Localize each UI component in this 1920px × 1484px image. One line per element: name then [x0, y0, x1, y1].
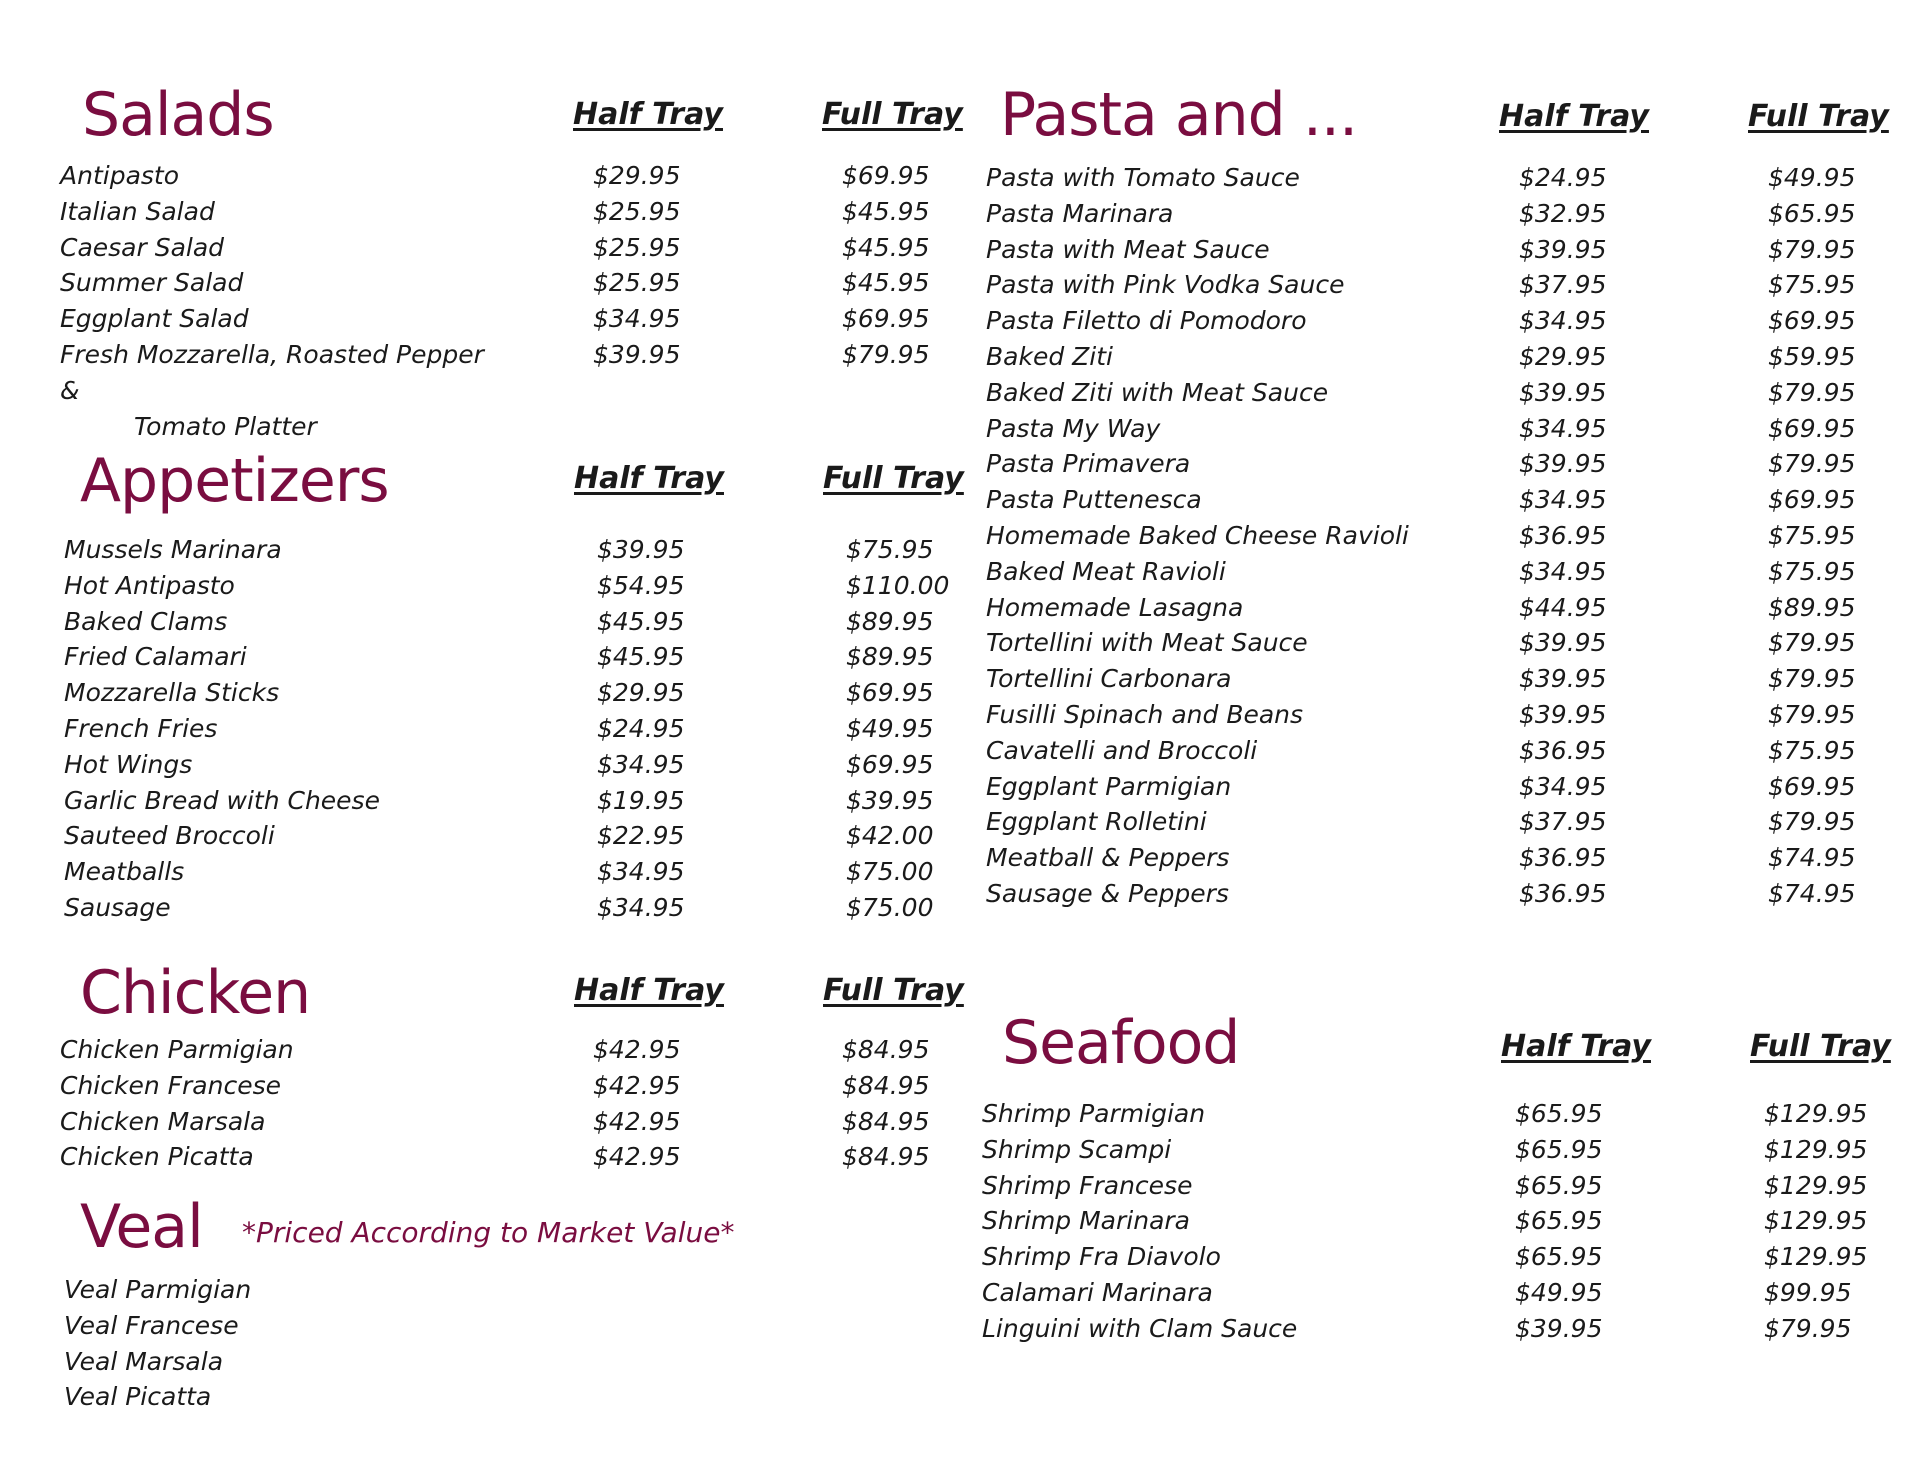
- menu-item-row: [64, 675, 964, 711]
- full-tray-price: $129.95: [1764, 1170, 1868, 1200]
- item-name-text: Pasta My Way: [986, 413, 1161, 443]
- half-tray-price: $34.95: [1519, 771, 1607, 801]
- half-tray-price: $39.95: [1519, 449, 1607, 479]
- item-name: [986, 661, 1416, 697]
- item-name-text: Mussels Marinara: [64, 535, 282, 564]
- pasta-list: [986, 160, 1886, 912]
- half-tray-header: Half Tray: [573, 97, 723, 132]
- half-tray-price: $39.95: [597, 535, 685, 564]
- full-tray-price: $129.95: [1764, 1099, 1868, 1128]
- item-name-text: Chicken Marsala: [60, 1106, 266, 1136]
- item-name: [986, 697, 1416, 733]
- half-tray-price: $65.95: [1515, 1170, 1603, 1200]
- full-tray-header: Full Tray: [1748, 99, 1889, 134]
- item-name: [60, 1032, 490, 1068]
- half-tray-price: $29.95: [593, 161, 681, 190]
- half-tray-price: $34.95: [1519, 556, 1607, 586]
- veal-section: [60, 1194, 960, 1444]
- item-name-text: Eggplant Parmigian: [986, 771, 1232, 801]
- item-name: [60, 265, 490, 301]
- menu-item-row: [986, 375, 1886, 411]
- item-name: [60, 1104, 490, 1140]
- half-tray-price: $34.95: [1519, 413, 1607, 443]
- item-name-text: Shrimp Scampi: [982, 1134, 1172, 1164]
- menu-item-row: [982, 1203, 1882, 1239]
- menu-item-row: [982, 1275, 1882, 1311]
- item-name: [986, 804, 1416, 840]
- full-tray-header: Full Tray: [823, 461, 964, 496]
- item-name: [64, 890, 494, 926]
- full-tray-price: $69.95: [1768, 485, 1856, 515]
- full-tray-price: $129.95: [1764, 1206, 1868, 1236]
- half-tray-price: $36.95: [1519, 843, 1607, 873]
- veal-title: Veal: [80, 1192, 203, 1262]
- full-tray-price: $49.95: [1768, 163, 1856, 192]
- item-name-text: Shrimp Francese: [982, 1170, 1193, 1200]
- item-name: [64, 675, 494, 711]
- full-tray-price: $79.95: [1768, 449, 1856, 479]
- full-tray-price: $59.95: [1768, 341, 1856, 371]
- menu-item-row: [60, 158, 960, 194]
- menu-item-row: [60, 1104, 960, 1140]
- half-tray-price: $32.95: [1519, 198, 1607, 228]
- full-tray-price: $84.95: [842, 1070, 930, 1100]
- item-name: [64, 747, 494, 783]
- item-name: [60, 301, 490, 337]
- full-tray-price: $79.95: [1768, 234, 1856, 264]
- seafood-section: [982, 1008, 1891, 1350]
- item-name: [986, 232, 1416, 268]
- item-name-text: French Fries: [64, 713, 218, 743]
- full-tray-price: $69.95: [842, 161, 930, 190]
- half-tray-price: $36.95: [1519, 520, 1607, 550]
- veal-price-note: *Priced According to Market Value*: [242, 1216, 735, 1249]
- item-name-text: Baked Ziti: [986, 341, 1113, 371]
- full-tray-price: $110.00: [846, 570, 950, 600]
- menu-item-row: [986, 876, 1886, 912]
- item-name-text: Chicken Picatta: [60, 1142, 254, 1172]
- full-tray-price: $75.00: [846, 857, 934, 887]
- item-name-text: Homemade Baked Cheese Ravioli: [986, 520, 1409, 550]
- item-name-text: Calamari Marinara: [982, 1277, 1213, 1307]
- item-name-text: Meatball & Peppers: [986, 843, 1230, 873]
- seafood-list: [982, 1096, 1882, 1347]
- full-tray-price: $79.95: [842, 339, 930, 369]
- half-tray-price: $39.95: [593, 339, 681, 369]
- half-tray-price: $39.95: [1519, 234, 1607, 264]
- item-name-text: Hot Antipasto: [64, 570, 235, 600]
- item-name: [986, 733, 1416, 769]
- item-name: [64, 604, 494, 640]
- half-tray-price: $39.95: [1515, 1313, 1603, 1343]
- item-name: [986, 160, 1416, 196]
- menu-item-row: [64, 1379, 964, 1415]
- menu-item-row: [60, 1068, 960, 1104]
- item-name-text: Homemade Lasagna: [986, 592, 1244, 622]
- full-tray-price: $45.95: [842, 232, 930, 262]
- half-tray-price: $19.95: [597, 785, 685, 815]
- item-name: [982, 1096, 1412, 1132]
- full-tray-header: Full Tray: [1750, 1029, 1891, 1064]
- menu-item-row: [986, 804, 1886, 840]
- full-tray-price: $79.95: [1764, 1313, 1852, 1343]
- item-name: [986, 769, 1416, 805]
- menu-item-row: [986, 733, 1886, 769]
- item-name-text: Baked Clams: [64, 606, 228, 636]
- item-name: [64, 639, 494, 675]
- menu-item-row: [986, 303, 1886, 339]
- menu-item-row: [64, 1272, 964, 1308]
- full-tray-price: $49.95: [846, 713, 934, 743]
- item-name-text: Eggplant Salad: [60, 304, 249, 334]
- pasta-title: Pasta and ...: [1000, 80, 1358, 150]
- item-name: [64, 711, 494, 747]
- item-name-text: Pasta Primavera: [986, 449, 1191, 479]
- menu-item-row: [986, 267, 1886, 303]
- item-name-text: Linguini with Clam Sauce: [982, 1313, 1298, 1343]
- menu-item-row: [986, 554, 1886, 590]
- full-tray-price: $79.95: [1768, 628, 1856, 658]
- full-tray-header: Full Tray: [823, 973, 964, 1008]
- item-name-text: Summer Salad: [60, 268, 244, 298]
- item-name-text: Italian Salad: [60, 196, 215, 226]
- menu-item-row: [60, 337, 960, 441]
- item-name: [982, 1275, 1412, 1311]
- half-tray-price: $65.95: [1515, 1242, 1603, 1272]
- full-tray-price: $69.95: [1768, 306, 1856, 336]
- menu-item-row: [64, 604, 964, 640]
- full-tray-price: $89.95: [846, 606, 934, 636]
- item-name-text: Fusilli Spinach and Beans: [986, 699, 1304, 729]
- menu-item-row: [986, 196, 1886, 232]
- half-tray-price: $22.95: [597, 821, 685, 851]
- menu-item-row: [64, 568, 964, 604]
- chicken-section: [60, 958, 964, 1190]
- item-name: [986, 446, 1416, 482]
- item-name: [986, 411, 1416, 447]
- half-tray-price: $42.95: [593, 1142, 681, 1172]
- menu-item-row: [986, 446, 1886, 482]
- menu-item-row: [986, 411, 1886, 447]
- half-tray-header: Half Tray: [1499, 99, 1649, 134]
- half-tray-price: $42.95: [593, 1070, 681, 1100]
- item-name-text: Mozzarella Sticks: [64, 678, 280, 708]
- full-tray-price: $69.95: [842, 304, 930, 334]
- full-tray-price: $75.95: [1768, 520, 1856, 550]
- half-tray-price: $24.95: [1519, 163, 1607, 192]
- item-name: [64, 1308, 494, 1344]
- full-tray-price: $75.95: [1768, 556, 1856, 586]
- half-tray-price: $39.95: [1519, 377, 1607, 407]
- item-name: [982, 1132, 1412, 1168]
- item-name: [64, 1344, 494, 1380]
- full-tray-price: $69.95: [846, 749, 934, 779]
- menu-item-row: [64, 854, 964, 890]
- item-name-text: Chicken Parmigian: [60, 1035, 294, 1064]
- item-name-text: Sausage & Peppers: [986, 878, 1229, 908]
- half-tray-header: Half Tray: [574, 461, 724, 496]
- menu-item-row: [982, 1096, 1882, 1132]
- half-tray-price: $34.95: [597, 749, 685, 779]
- half-tray-price: $25.95: [593, 268, 681, 298]
- item-name-text: Chicken Francese: [60, 1070, 281, 1100]
- half-tray-price: $29.95: [597, 678, 685, 708]
- full-tray-price: $45.95: [842, 196, 930, 226]
- item-name-text: Veal Parmigian: [64, 1275, 252, 1304]
- full-tray-price: $129.95: [1764, 1242, 1868, 1272]
- menu-item-row: [64, 711, 964, 747]
- item-name-text: Pasta with Tomato Sauce: [986, 163, 1300, 192]
- menu-item-row: [986, 840, 1886, 876]
- menu-item-row: [60, 1032, 960, 1068]
- menu-item-row: [986, 339, 1886, 375]
- full-tray-price: $74.95: [1768, 878, 1856, 908]
- item-name: [64, 532, 494, 568]
- half-tray-price: $39.95: [1519, 628, 1607, 658]
- item-name: [60, 230, 490, 266]
- appetizers-title: Appetizers: [80, 446, 389, 516]
- item-name: [986, 482, 1416, 518]
- full-tray-price: $79.95: [1768, 807, 1856, 837]
- full-tray-price: $75.95: [846, 535, 934, 564]
- item-name: [64, 568, 494, 604]
- half-tray-price: $42.95: [593, 1035, 681, 1064]
- half-tray-price: $65.95: [1515, 1099, 1603, 1128]
- item-name: [60, 158, 490, 194]
- menu-item-row: [986, 697, 1886, 733]
- item-name-text: Hot Wings: [64, 749, 193, 779]
- pasta-section: [986, 80, 1889, 922]
- menu-item-row: [982, 1239, 1882, 1275]
- full-tray-price: $79.95: [1768, 699, 1856, 729]
- item-name-text: Veal Marsala: [64, 1346, 224, 1376]
- menu-item-row: [982, 1168, 1882, 1204]
- half-tray-price: $39.95: [1519, 699, 1607, 729]
- menu-item-row: [982, 1311, 1882, 1347]
- half-tray-price: $39.95: [1519, 664, 1607, 694]
- full-tray-price: $75.95: [1768, 270, 1856, 300]
- menu-item-row: [64, 1344, 964, 1380]
- menu-item-row: [986, 518, 1886, 554]
- full-tray-price: $89.95: [846, 642, 934, 672]
- item-name: [982, 1311, 1412, 1347]
- full-tray-price: $84.95: [842, 1142, 930, 1172]
- item-name: [986, 625, 1416, 661]
- item-name: [986, 518, 1416, 554]
- item-name-text: Eggplant Rolletini: [986, 807, 1207, 837]
- half-tray-price: $36.95: [1519, 878, 1607, 908]
- item-name-text: Sausage: [64, 892, 171, 922]
- menu-item-row: [986, 661, 1886, 697]
- menu-item-row: [64, 532, 964, 568]
- full-tray-price: $75.00: [846, 892, 934, 922]
- full-tray-price: $79.95: [1768, 377, 1856, 407]
- item-name: [982, 1239, 1412, 1275]
- half-tray-price: $44.95: [1519, 592, 1607, 622]
- menu-item-row: [60, 230, 960, 266]
- half-tray-header: Half Tray: [574, 973, 724, 1008]
- half-tray-price: $34.95: [1519, 485, 1607, 515]
- half-tray-price: $34.95: [597, 892, 685, 922]
- item-name: [64, 818, 494, 854]
- menu-item-row: [64, 818, 964, 854]
- half-tray-price: $45.95: [597, 606, 685, 636]
- half-tray-price: $24.95: [597, 713, 685, 743]
- item-name-text: Garlic Bread with Cheese: [64, 785, 380, 815]
- item-name-text: Tortellini Carbonara: [986, 664, 1232, 694]
- half-tray-price: $36.95: [1519, 735, 1607, 765]
- full-tray-price: $89.95: [1768, 592, 1856, 622]
- item-name-text: Caesar Salad: [60, 232, 225, 262]
- full-tray-price: $45.95: [842, 268, 930, 298]
- item-name-text: Pasta Filetto di Pomodoro: [986, 306, 1307, 336]
- full-tray-price: $65.95: [1768, 198, 1856, 228]
- menu-item-row: [986, 232, 1886, 268]
- item-name: [64, 1272, 494, 1308]
- menu-item-row: [986, 769, 1886, 805]
- item-name-text: Veal Picatta: [64, 1382, 212, 1412]
- menu-item-row: [60, 1139, 960, 1175]
- menu-item-row: [64, 639, 964, 675]
- half-tray-price: $65.95: [1515, 1134, 1603, 1164]
- salads-list: [60, 158, 960, 441]
- item-name: [60, 1068, 490, 1104]
- seafood-title: Seafood: [1002, 1008, 1240, 1078]
- item-name: [986, 876, 1416, 912]
- salads-section: [60, 80, 963, 441]
- item-name-text: Antipasto: [60, 161, 180, 190]
- menu-item-row: [60, 301, 960, 337]
- menu-item-row: [986, 482, 1886, 518]
- item-name-text: Veal Francese: [64, 1310, 239, 1340]
- item-name: [64, 783, 494, 819]
- appetizers-section: [60, 446, 964, 938]
- item-name: [986, 840, 1416, 876]
- half-tray-price: $37.95: [1519, 807, 1607, 837]
- item-name-text: Meatballs: [64, 857, 185, 887]
- item-name-text: Tortellini with Meat Sauce: [986, 628, 1308, 658]
- item-name-text: Pasta with Meat Sauce: [986, 234, 1270, 264]
- item-name: [64, 1379, 494, 1415]
- full-tray-price: $84.95: [842, 1106, 930, 1136]
- half-tray-price: $42.95: [593, 1106, 681, 1136]
- menu-item-row: [64, 783, 964, 819]
- full-tray-price: $99.95: [1764, 1277, 1852, 1307]
- half-tray-price: $49.95: [1515, 1277, 1603, 1307]
- item-name-text: Pasta Puttenesca: [986, 485, 1202, 515]
- item-name-continuation: Tomato Platter: [134, 411, 317, 441]
- full-tray-price: $69.95: [846, 678, 934, 708]
- item-name-text: Sauteed Broccoli: [64, 821, 275, 851]
- full-tray-price: $129.95: [1764, 1134, 1868, 1164]
- item-name-text: Baked Ziti with Meat Sauce: [986, 377, 1329, 407]
- full-tray-price: $39.95: [846, 785, 934, 815]
- item-name-text: Fried Calamari: [64, 642, 247, 672]
- half-tray-price: $34.95: [593, 304, 681, 334]
- item-name: [60, 194, 490, 230]
- half-tray-price: $34.95: [597, 857, 685, 887]
- salads-title: Salads: [82, 80, 274, 150]
- appetizers-list: [64, 532, 964, 926]
- half-tray-price: $54.95: [597, 570, 685, 600]
- half-tray-header: Half Tray: [1501, 1029, 1651, 1064]
- full-tray-price: $74.95: [1768, 843, 1856, 873]
- full-tray-price: $42.00: [846, 821, 934, 851]
- half-tray-price: $34.95: [1519, 306, 1607, 336]
- chicken-title: Chicken: [80, 958, 311, 1028]
- menu-item-row: [986, 625, 1886, 661]
- full-tray-price: $75.95: [1768, 735, 1856, 765]
- menu-item-row: [64, 890, 964, 926]
- item-name-text: Fresh Mozzarella, Roasted Pepper &: [60, 339, 484, 405]
- half-tray-price: $29.95: [1519, 341, 1607, 371]
- full-tray-price: $79.95: [1768, 664, 1856, 694]
- item-name: [986, 554, 1416, 590]
- item-name: [982, 1168, 1412, 1204]
- half-tray-price: $65.95: [1515, 1206, 1603, 1236]
- veal-list: [64, 1272, 964, 1415]
- item-name-text: Shrimp Marinara: [982, 1206, 1190, 1236]
- item-name: [986, 375, 1416, 411]
- menu-item-row: [60, 194, 960, 230]
- item-name-text: Baked Meat Ravioli: [986, 556, 1226, 586]
- item-name: [982, 1203, 1412, 1239]
- item-name-text: Cavatelli and Broccoli: [986, 735, 1258, 765]
- item-name: [64, 854, 494, 890]
- menu-item-row: [986, 160, 1886, 196]
- item-name: [986, 267, 1416, 303]
- full-tray-price: $69.95: [1768, 413, 1856, 443]
- menu-item-row: [64, 747, 964, 783]
- chicken-list: [60, 1032, 960, 1175]
- menu-item-row: [986, 590, 1886, 626]
- menu-item-row: [60, 265, 960, 301]
- item-name: [60, 1139, 490, 1175]
- item-name: [986, 303, 1416, 339]
- menu-item-row: [64, 1308, 964, 1344]
- half-tray-price: $37.95: [1519, 270, 1607, 300]
- item-name: [60, 337, 490, 445]
- item-name-text: Pasta with Pink Vodka Sauce: [986, 270, 1345, 300]
- item-name-text: Pasta Marinara: [986, 198, 1174, 228]
- item-name: [986, 339, 1416, 375]
- half-tray-price: $25.95: [593, 196, 681, 226]
- item-name: [986, 590, 1416, 626]
- half-tray-price: $45.95: [597, 642, 685, 672]
- full-tray-header: Full Tray: [822, 97, 963, 132]
- full-tray-price: $84.95: [842, 1035, 930, 1064]
- item-name-text: Shrimp Parmigian: [982, 1099, 1206, 1128]
- item-name-text: Shrimp Fra Diavolo: [982, 1242, 1221, 1272]
- item-name: [986, 196, 1416, 232]
- full-tray-price: $69.95: [1768, 771, 1856, 801]
- menu-item-row: [982, 1132, 1882, 1168]
- half-tray-price: $25.95: [593, 232, 681, 262]
